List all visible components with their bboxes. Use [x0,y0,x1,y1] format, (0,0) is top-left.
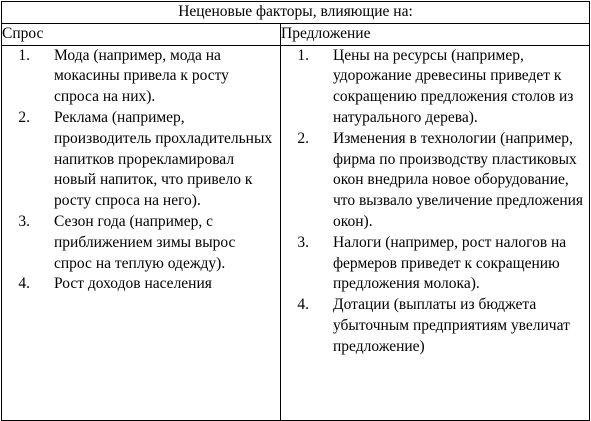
table-header-row [2,23,590,45]
list-item [2,46,280,108]
list-item-text: Мода (например, мода на мокасины привела к росту спроса на них). [54,46,229,106]
list-item [281,233,589,295]
factors-table [1,1,590,421]
list-item-text: Рост доходов населения [54,275,212,293]
column-header-demand: Спрос [2,23,281,45]
list-item [2,108,280,212]
list-item-number: 2. [297,129,309,147]
list-item-number: 2. [18,108,30,126]
supply-list [281,46,589,358]
list-item [2,274,280,295]
list-item-number: 1. [18,46,30,64]
list-item-number: 3. [297,233,309,251]
table-body-row [2,45,590,420]
list-item-text: Налоги (например, рост налогов на фермеров приведет к сокращению предложения молока). [333,233,567,293]
table-title: Неценовые факторы, влияющие на: [2,2,590,24]
list-item-text: Дотации (выплаты из бюджета убыточным предприятиям увеличат предложение) [333,296,570,355]
list-item-text: Реклама (например, производитель прохладительных напитков прорекламировал новый напиток, что привело к росту спроса на него). [54,108,273,210]
table-title-row [2,2,590,24]
list-item [281,129,589,233]
list-item-number: 4. [18,275,30,293]
demand-list [2,46,280,296]
list-item-text: Сезон года (например, с приближением зимы вырос спрос на теплую одежду). [54,212,236,272]
list-item-text: Изменения в технологии (например, фирма по производству пластиковых окон внедрила новое оборудование, что вызвало увеличение предложения окон). [333,129,584,230]
column-header-supply: Предложение [281,23,590,45]
list-item-number: 1. [297,46,309,64]
list-item-text: Цены на ресурсы (например, удорожание древесины приведет к сокращению предложения столов из натурального дерева). [333,46,574,126]
list-item [281,46,589,129]
supply-cell [281,45,590,420]
demand-cell [2,45,281,420]
list-item-number: 3. [18,212,30,230]
list-item-number: 4. [297,296,309,314]
list-item [281,295,589,357]
list-item [2,212,280,274]
